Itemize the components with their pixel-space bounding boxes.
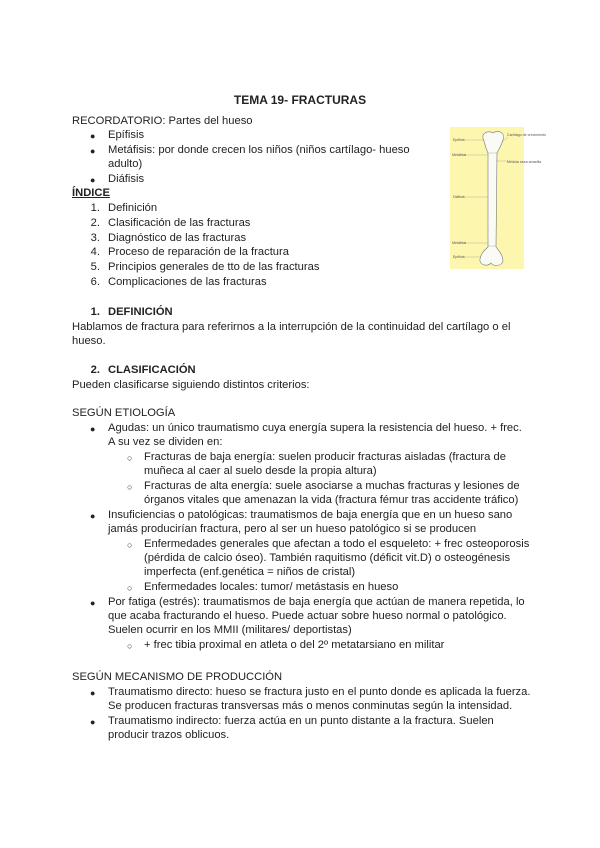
bullet-icon: ● [90, 175, 96, 185]
index-item: Principios generales de tto de las fracturas [108, 261, 320, 273]
list-item: Enfermedades generales que afectan a todo el esqueleto: + frec osteoporosis [144, 538, 530, 550]
figure-label: Diáfisis [453, 195, 465, 199]
index-number: 4. [90, 246, 100, 258]
circle-bullet-icon: ○ [127, 453, 133, 463]
paragraph-line: hueso. [72, 335, 106, 347]
list-item: Traumatismo indirecto: fuerza actúa en un punto distante a la fractura. Suelen [108, 715, 494, 727]
index-item: Definición [108, 202, 158, 214]
list-item: Agudas: un único traumatismo cuya energía supera la resistencia del hueso. + frec. [108, 422, 522, 434]
indice-heading: ÍNDICE [72, 187, 110, 199]
figure-label: Médula ósea amarilla [507, 160, 542, 164]
long-bone-illustration [450, 127, 546, 269]
paragraph-line: Pueden clasificarse siguiendo distintos criterios: [72, 379, 310, 391]
index-item: Diagnóstico de las fracturas [108, 232, 247, 244]
list-item: Diáfisis [108, 173, 145, 185]
subheading-mecanismo: SEGÚN MECANISMO DE PRODUCCIÓN [72, 671, 283, 683]
bone-diagram [450, 127, 546, 269]
list-item-continuation: muñeca al caer al suelo desde la propia altura) [144, 465, 377, 477]
page-title: TEMA 19- FRACTURAS [233, 93, 367, 107]
list-item-continuation: Suelen ocurrir en los MMII (militares/ deportistas) [108, 624, 352, 636]
figure-label: Cartílago de crecimiento [507, 133, 546, 137]
subheading-etiologia: SEGÚN ETIOLOGÍA [72, 407, 176, 419]
index-number: 5. [90, 261, 100, 273]
list-item: Fracturas de baja energía: suelen producir fracturas aisladas (fractura de [144, 451, 506, 463]
section-number: 2. [90, 364, 100, 376]
list-item: + frec tibia proximal en atleta o del 2º metatarsiano en militar [144, 639, 445, 651]
list-item: Insuficiencias o patológicas: traumatismos de baja energía que en un hueso sano [108, 509, 513, 521]
index-number: 3. [90, 232, 100, 244]
list-item-continuation: A su vez se dividen en: [108, 436, 223, 448]
index-item: Proceso de reparación de la fractura [108, 246, 289, 258]
list-item-continuation: imperfecta (enf.genética = niños de cristal) [144, 566, 356, 578]
section-heading-clasificacion: CLASIFICACIÓN [108, 364, 196, 376]
section-number: 1. [90, 306, 100, 318]
circle-bullet-icon: ○ [127, 540, 133, 550]
list-item-continuation: (pérdida de calcio óseo). También raquitismo (déficit vit.D) o osteogénesis [144, 552, 511, 564]
bullet-icon: ● [90, 146, 96, 156]
list-item: Epífisis [108, 129, 145, 141]
list-item: Fracturas de alta energía: suele asociarse a muchas fracturas y lesiones de [144, 480, 520, 492]
list-item-continuation: Se producen fracturas transversas más o menos conminutas según la intensidad. [108, 700, 513, 712]
bullet-icon: ● [90, 131, 96, 141]
bullet-icon: ● [90, 511, 96, 521]
list-item: Traumatismo directo: hueso se fractura justo en el punto donde es aplicada la fuerza. [108, 686, 531, 698]
bullet-icon: ● [90, 688, 96, 698]
list-item: Enfermedades locales: tumor/ metástasis en hueso [144, 581, 399, 593]
list-item: Por fatiga (estrés): traumatismos de baja energía que actúan de manera repetida, lo [108, 596, 525, 608]
list-item-continuation: jamás producirían fractura, pero al ser un hueso patológico si se producen [108, 523, 477, 535]
circle-bullet-icon: ○ [127, 641, 133, 651]
circle-bullet-icon: ○ [127, 482, 133, 492]
list-item: Metáfisis: por donde crecen los niños (niños cartílago- hueso [108, 144, 410, 156]
bullet-icon: ● [90, 598, 96, 608]
figure-label: Metáfisis [452, 241, 467, 245]
bullet-icon: ● [90, 717, 96, 727]
list-item-continuation: órganos vitales que amenazan la vida (fractura fémur tras accidente tráfico) [144, 494, 519, 506]
recordatorio-heading: RECORDATORIO: Partes del hueso [72, 115, 253, 127]
paragraph-line: Hablamos de fractura para referirnos a la interrupción de la continuidad del cartílago o el [72, 321, 511, 333]
index-item: Clasificación de las fracturas [108, 217, 251, 229]
index-number: 1. [90, 202, 100, 214]
index-number: 6. [90, 276, 100, 288]
bullet-icon: ● [90, 424, 96, 434]
section-heading-definicion: DEFINICIÓN [108, 306, 173, 318]
figure-label: Epífisis [453, 255, 465, 259]
index-number: 2. [90, 217, 100, 229]
index-item: Complicaciones de las fracturas [108, 276, 267, 288]
list-item-continuation: adulto) [108, 158, 143, 170]
list-item-continuation: que acaba fracturando el hueso. Puede actuar sobre hueso normal o patológico. [108, 610, 507, 622]
figure-label: Epífisis [453, 138, 465, 142]
circle-bullet-icon: ○ [127, 583, 133, 593]
figure-label: Metáfisis [452, 153, 467, 157]
list-item-continuation: producir trazos oblicuos. [108, 729, 230, 741]
